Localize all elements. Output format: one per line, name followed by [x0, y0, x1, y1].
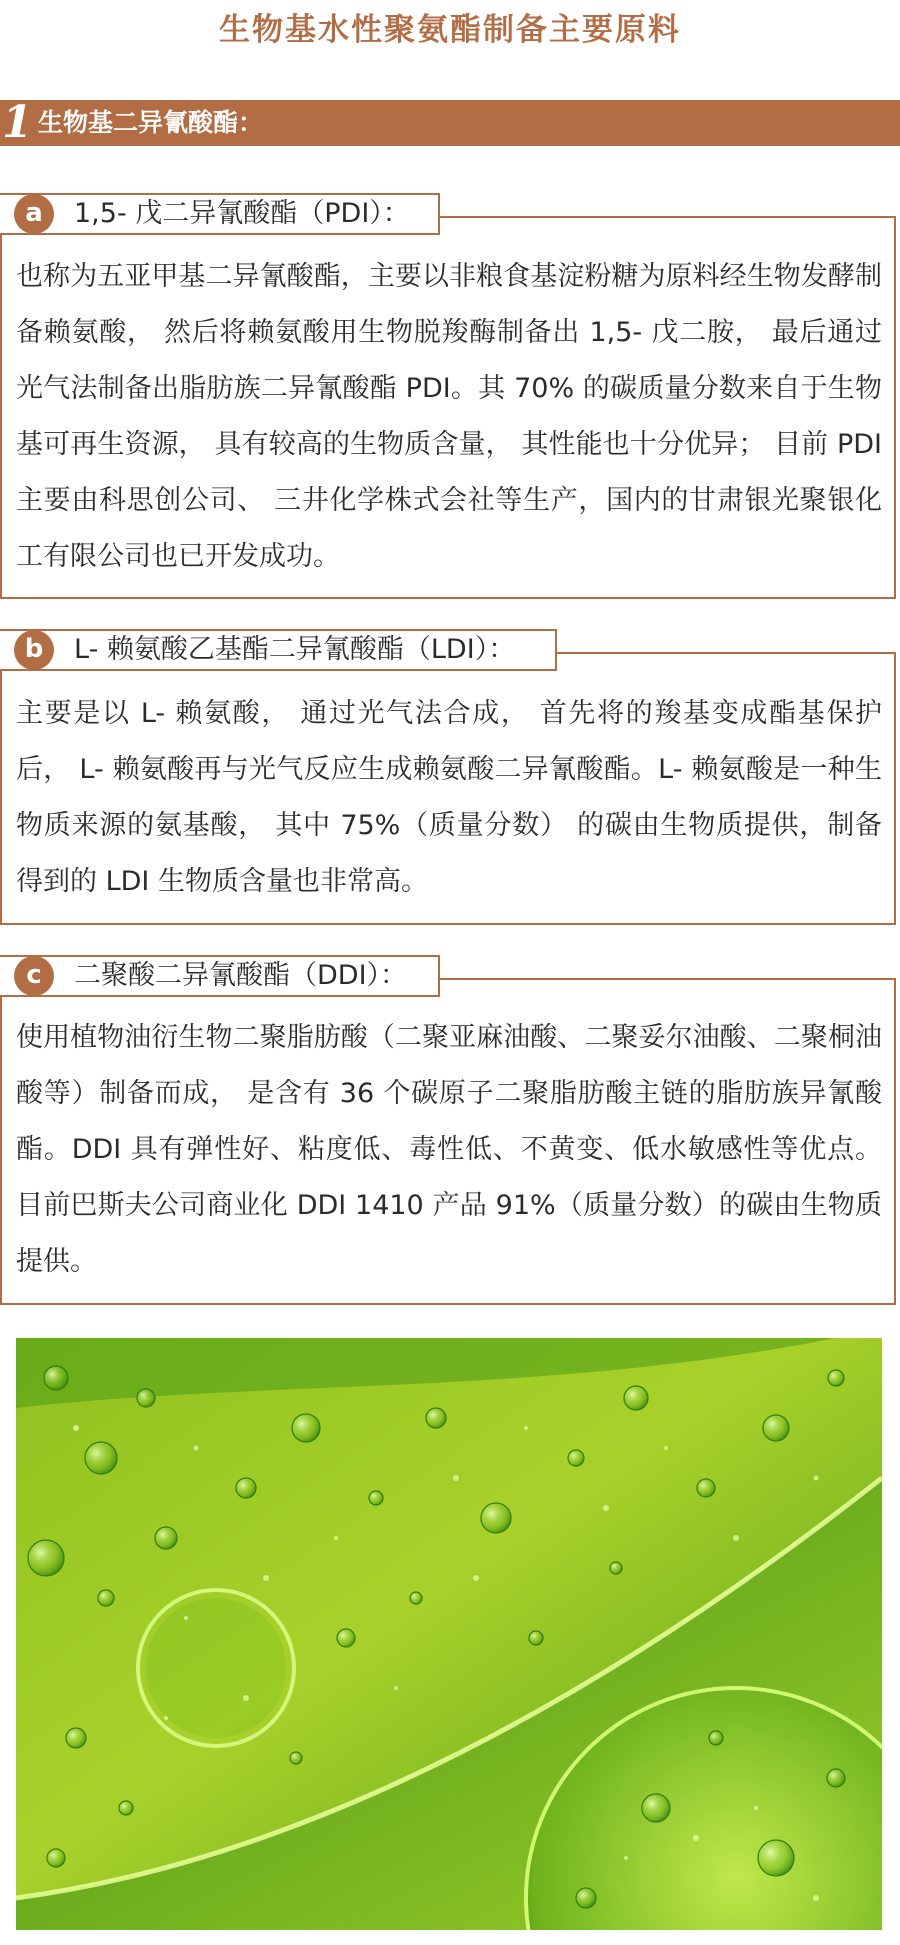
- green-bubbles-photo: [16, 1338, 882, 1930]
- section-title: 生物基二异氰酸酯：: [38, 108, 264, 137]
- item-heading-ddi: 二聚酸二异氰酸酯（DDI）：: [74, 960, 408, 991]
- item-heading-pdi: 1,5- 戊二异氰酸酯（PDI）：: [74, 198, 410, 229]
- section-header-bar: [0, 97, 900, 148]
- item-badge-a: a: [14, 194, 54, 234]
- item-body-pdi: 也称为五亚甲基二异氰酸酯，主要以非粮食基淀粉糖为原料经生物发酵制备赖氨酸， 然后将赖氨酸用生物脱羧酶制备出 1,5- 戊二胺， 最后通过光气法制备出脂肪族二异氰酸酯 PDI。其 70% 的碳质量分数来自于生物基可再生资源， 具有较高的生物质含量， 其性能也十分优异； 目前 PDI 主要由科思创公司、 三井化学株式会社等生产，国内的甘肃银光聚银化工有限公司也已开发成功。: [16, 261, 882, 572]
- item-body-ddi: 使用植物油衍生物二聚脂肪酸（二聚亚麻油酸、二聚妥尔油酸、二聚桐油酸等）制备而成， 是含有 36 个碳原子二聚脂肪酸主链的脂肪族异氰酸酯。DDI 具有弹性好、粘度低、毒性低、不黄变、低水敏感性等优点。目前巴斯夫公司商业化 DDI 1410 产品 91%（质量分数）的碳由生物质提供。: [16, 1022, 882, 1277]
- item-badge-c: c: [14, 956, 54, 996]
- page-title: 生物基水性聚氨酯制备主要原料: [219, 12, 681, 48]
- item-heading-ldi: L- 赖氨酸乙基酯二异氰酸酯（LDI）：: [74, 634, 516, 665]
- green-bubbles-image: [16, 1338, 882, 1930]
- item-body-ldi: 主要是以 L- 赖氨酸， 通过光气法合成， 首先将的羧基变成酯基保护后， L- 赖氨酸再与光气反应生成赖氨酸二异氰酸酯。L- 赖氨酸是一种生物质来源的氨基酸， 其中 75%（质量分数） 的碳由生物质提供，制备得到的 LDI 生物质含量也非常高。: [16, 698, 882, 897]
- item-badge-b: b: [14, 630, 54, 670]
- section-number: 1: [2, 97, 33, 148]
